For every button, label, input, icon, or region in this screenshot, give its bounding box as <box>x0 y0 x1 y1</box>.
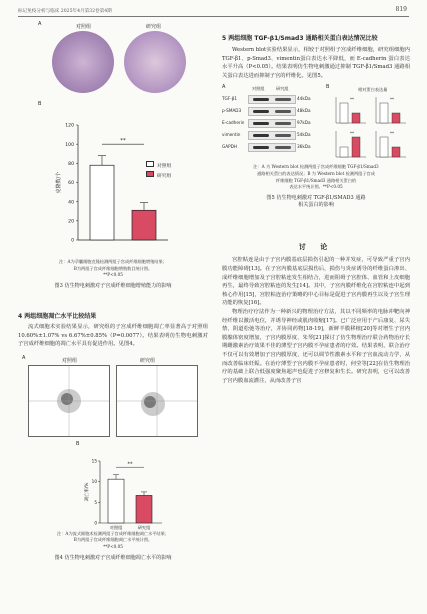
wb-kda: 36kDa <box>297 144 311 150</box>
fig5-title-2: 相关蛋白的影响 <box>298 201 334 208</box>
fig4-y-tick-label: 0 <box>94 520 97 526</box>
section-5-heading: 5 两组细胞 TGF-β1/Smad3 通路相关蛋白表达情况比较 <box>222 35 378 42</box>
fig4-y-label: 凋亡率/% <box>85 482 90 502</box>
wb-protein-name: GAPDH <box>222 144 238 150</box>
fig4-note-p: **P<0.05 <box>103 543 123 549</box>
fig3-title: 图3 仿生物电刺激对子宫成纤维细胞增殖能力的影响 <box>54 282 172 289</box>
fig3-bar <box>132 210 156 240</box>
wb-band <box>248 143 296 152</box>
wb-row <box>222 105 322 117</box>
wb-kda: 44kDa <box>297 96 311 102</box>
wb-band <box>248 107 296 116</box>
fig5-mini-sig: ** <box>350 131 354 137</box>
fig4-label-left: 对照组 <box>62 357 78 364</box>
fig5-mini-bar <box>340 103 348 123</box>
fig4-bar <box>136 495 152 523</box>
fig5-mini-sig: ** <box>390 97 394 103</box>
fig3-sig-mark: ** <box>120 138 126 145</box>
legend-swatch-study <box>146 171 154 177</box>
fig5-mini-bar <box>380 103 388 123</box>
fig3-y-tick-label: 80 <box>68 161 74 167</box>
wb-row <box>222 141 322 153</box>
fig3-panel-b-label: B <box>38 101 42 107</box>
fig4-y-tick-label: 5 <box>94 499 97 505</box>
fig5-mini-sig: ** <box>350 97 354 103</box>
fig5-title-1: 图5 仿生物电刺激对 TGF-β1/SMAD3 通路 <box>266 194 366 201</box>
section-4-paragraph: 流式细胞术实验结果显示，研究组的子宫成纤维细胞凋亡率显著高于对照组 10.60%±1.07% vs 6.67%±0.85%（P=0.0077）。结果表明仿生物电刺激对子宫成纤维细胞的凋亡水平具有促进作用。见图4。 <box>18 324 208 348</box>
fig3-note-1: 注：A为孕囊细胞克隆检测两组子宫成纤维细胞增殖结果； <box>59 259 167 264</box>
fig3-y-tick-label: 0 <box>71 238 74 244</box>
wb-protein-name: E-cadherin <box>222 120 245 126</box>
fig5-panel-a-label: A <box>222 84 226 91</box>
fig5-note-3: 纤维细胞 TGF-β1/Smad3 通路相关蛋白的 <box>275 177 357 183</box>
fig3-note-p: **P<0.05 <box>103 272 123 278</box>
wb-protein-name: p-SMAD3 <box>222 108 242 114</box>
western-blot <box>222 93 322 153</box>
fig3-y-tick-label: 100 <box>65 142 74 148</box>
fig4-label-right: 研究组 <box>140 357 156 364</box>
discussion-paragraph-1: 宫腔粘连是由于子宫内膜基底层损伤引起的一种并发症，可导致严重子宫内膜功能障碍[13]。在子宫内膜基底层损伤后，损伤与炎症诱导的纤维蛋白渗出、成纤维细胞增加及子宫腔粘连发生相结合，进而阻碍子宫腔体、血管和上皮细胞再生，最终导致宫腔粘连的发生[14]。其中，子宫内膜纤维化在宫腔粘连中起到核心作用[15]，宫腔粘连治疗策略的中心目标是促进子宫内膜再生以及子宫生理功能的恢复[16]。 <box>222 257 410 307</box>
running-header: 标记免疫分析与临床 2025年4月第32卷第4期 <box>18 9 112 14</box>
header-rule <box>18 16 409 17</box>
fig5-note-1: 注：A 为 Western blot 检测两组子宫成纤维细胞 TGF-β1/Smad3 <box>253 164 379 170</box>
fig5-mini-bar <box>352 137 360 157</box>
fig5-mini-bar <box>392 147 400 157</box>
fig5-mini-bar <box>340 147 348 157</box>
wb-row <box>222 93 322 105</box>
discussion-heading: 讨 论 <box>298 243 334 252</box>
legend-swatch-control <box>146 161 154 167</box>
fig3-y-tick-label: 120 <box>65 123 74 129</box>
fig5-panel-b-title: 相对蛋白表达量 <box>358 87 388 93</box>
fig3-bar-chart <box>18 105 208 255</box>
wb-kda: 48kDa <box>297 108 311 114</box>
fig5-mini-bar <box>352 113 360 123</box>
fig3-y-tick-label: 60 <box>68 181 74 187</box>
fig4-note-2: B为两组子宫成纤维细胞凋亡水平统计图。 <box>73 537 153 543</box>
fig3-note-2: B为两组子宫成纤维细胞增殖数目统计图。 <box>73 265 153 271</box>
fig4-bar <box>108 479 124 523</box>
fig5-panel-b-label: B <box>326 84 330 91</box>
figure-5 <box>222 84 410 236</box>
page-number: 819 <box>395 6 407 13</box>
wb-kda: 54kDa <box>297 132 311 138</box>
fig3-plate-left-label: 对照组 <box>76 24 92 30</box>
figure-4 <box>18 355 208 575</box>
fig5-note-2: 通路相关蛋白的表达情况；B 为 Western blot 检测两组子宫成 <box>257 170 375 176</box>
fig3-panel-a-label: A <box>38 21 42 27</box>
fig3-y-tick-label: 20 <box>68 219 74 225</box>
fig4-title: 图4 仿生物电刺激对子宫成纤维细胞凋亡水平的影响 <box>54 554 172 561</box>
wb-band <box>248 95 296 104</box>
figure-3 <box>18 21 208 306</box>
fig4-note-1: 注：A为流式细胞术检测两组子宫成纤维细胞凋亡水平结果； <box>57 530 169 536</box>
fig4-flow-plot-study <box>116 365 198 437</box>
wb-protein-name: TGF-β1 <box>222 96 238 102</box>
fig3-y-label: 克隆数/个 <box>56 171 62 194</box>
fig5-mini-sig: ** <box>390 131 394 137</box>
fig4-panel-a-label: A <box>22 354 26 361</box>
fig5-bar-grid <box>326 93 410 163</box>
wb-row <box>222 129 322 141</box>
wb-kda: 97kDa <box>297 120 311 126</box>
fig5-mini-bar <box>380 137 388 157</box>
fig4-sig-mark: ** <box>127 461 133 468</box>
fig3-y-tick-label: 40 <box>68 200 74 206</box>
fig4-bar-chart <box>18 441 208 531</box>
fig4-flow-plot-control <box>28 365 110 437</box>
fig4-x-tick-label: 对照组 <box>109 524 123 530</box>
fig4-y-tick-label: 15 <box>91 458 97 464</box>
wb-band <box>248 131 296 140</box>
right-column <box>222 21 410 385</box>
fig5-note-4: 表达水平统计图。**P<0.05 <box>289 184 343 190</box>
section-5-paragraph: Western blot实验结果显示，相较于对照组子宫成纤维细胞，研究组细胞内 TGF-β1、p-Smad3、vimentin蛋白表达水平降低，而 E-cadherin 蛋白表达水平升高（P<0.05）。结果表明仿生物电刺激通过抑制 TGF-β1/Smad3 通路相关蛋白表达进而抑制子宫的纤维化。见图5。 <box>222 47 410 79</box>
wb-band <box>248 119 296 128</box>
section-4-heading: 4 两组细胞凋亡水平比较结果 <box>18 313 97 320</box>
fig3-plate-right-label: 研究组 <box>146 24 162 30</box>
fig5-col-left: 对照组 <box>252 86 265 92</box>
fig5-col-right: 研究组 <box>276 86 289 92</box>
fig4-panel-b-label: B <box>76 440 80 447</box>
fig3-plate-control <box>52 31 114 93</box>
fig3-legend-study: 研究组 <box>146 171 171 179</box>
left-column <box>18 21 208 575</box>
wb-protein-name: vimentin <box>222 132 241 138</box>
discussion-paragraph-2: 物理治疗疗法作为一种新兴的物理治疗方法，其以不同频率的电脉冲靶向神经纤维以激活电位，并诱导神经或肌肉收缩[17]。已广泛应用于产后康复、尿失禁、阴道松弛等治疗，并协同药物[18-19]，新鲜羊膜移植[20]等对增生子宫内膜腺体密度增加，子宫内膜厚度、朱琴[21]探讨了仿生物理治疗联合药物治疗长期雌激素治疗效果不佳的薄型子宫内膜不孕症患者的疗效。结果表明，联合治疗不仅可以有效增加子宫内膜厚度，还可以调节性激素水平和子宫血流动力学，从而改善临床妊娠。在治疗薄型子宫内膜不孕症患者时，何莹等[22]在仿生物理治疗的基础上联合低强度聚焦超声也促进子宫修复和生长。研究表明，它可以改善子宫内膜血流灌注，从而改善子宫 <box>222 308 410 384</box>
fig3-legend-control: 对照组 <box>146 161 171 169</box>
fig4-y-tick-label: 10 <box>91 478 97 484</box>
fig3-plate-study <box>124 31 186 93</box>
fig4-x-tick-label: 研究组 <box>137 524 151 530</box>
fig5-mini-bar <box>392 113 400 123</box>
wb-row <box>222 117 322 129</box>
fig3-bar <box>90 165 114 240</box>
